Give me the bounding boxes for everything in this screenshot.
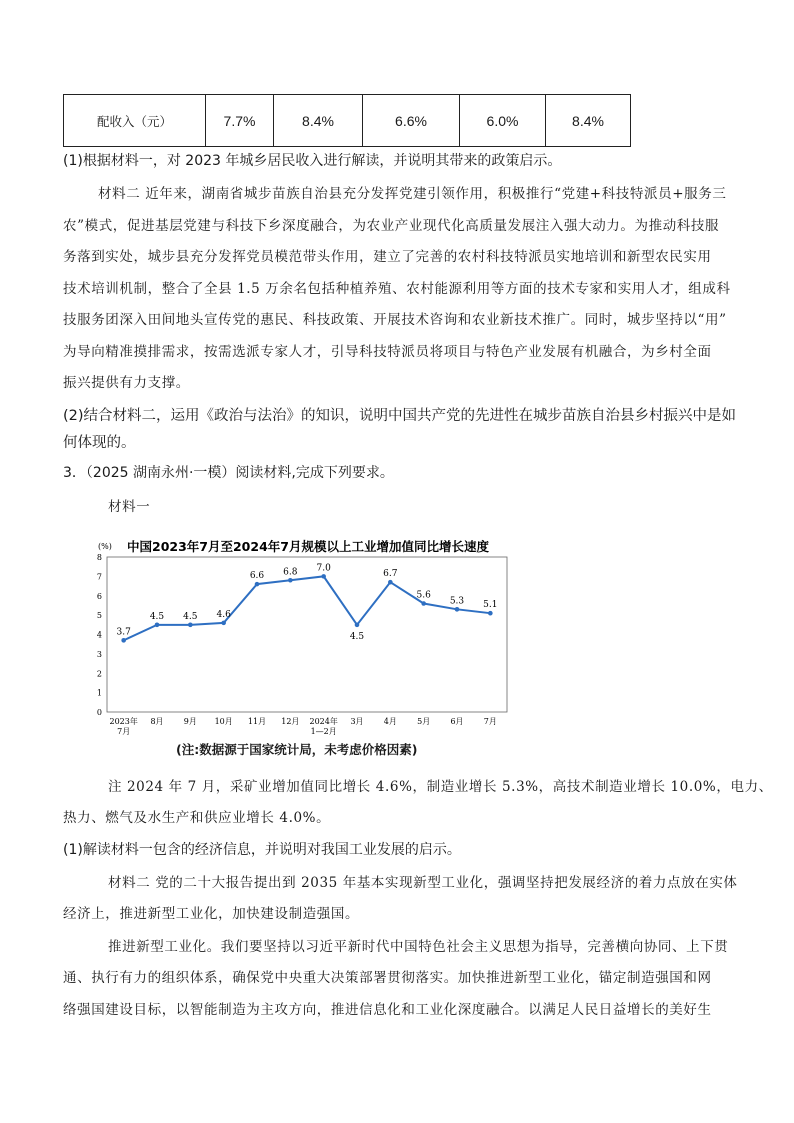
- data-point: [288, 578, 293, 583]
- data-label: 4.6: [216, 609, 231, 620]
- x-tick-label: 1—2月: [310, 727, 337, 736]
- data-point: [221, 621, 226, 626]
- data-point: [455, 607, 460, 612]
- data-point: [155, 623, 160, 628]
- series-line: [124, 576, 491, 640]
- chart-svg: [90, 536, 520, 766]
- material-2-line: 技服务团深入田间地头宣传党的惠民、科技政策、开展技术咨询和农业新技术推广。同时，城步坚持以“用”: [63, 312, 727, 328]
- material-2-line: 务落到实处，城步县充分发挥党员模范带头作用，建立了完善的农村科技特派员实地培训和新型农民实用: [63, 249, 712, 265]
- y-tick-label: 2: [96, 669, 102, 679]
- material-2-line: 为导向精准摸排需求，按需选派专家人才，引导科技特派员将项目与特色产业发展有机融合，为乡村全面: [63, 344, 712, 360]
- chart-note: (注:数据源于国家统计局，未考虑价格因素): [176, 742, 418, 757]
- x-tick-label: 7月: [117, 727, 131, 736]
- x-tick-label: 11月: [247, 717, 267, 726]
- material-2-line: 技术培训机制，整合了全县 1.5 万余名包括种植养殖、农村能源利用等方面的技术专家和实用人才，组成科: [63, 281, 731, 297]
- x-tick-label: 4月: [383, 717, 397, 726]
- x-tick-label: 10月: [214, 717, 233, 726]
- table-cell: 8.4%: [274, 95, 363, 147]
- table-row: [64, 95, 631, 147]
- x-tick-label: 6月: [450, 717, 464, 726]
- y-tick-label: 0: [96, 708, 102, 717]
- x-tick-label: 5月: [417, 717, 431, 726]
- data-point: [255, 582, 260, 587]
- material-2b-line: 材料二 党的二十大报告提出到 2035 年基本实现新型工业化，强调坚持把发展经济的着力点放在实体: [108, 875, 738, 891]
- x-tick-label: 2024年: [309, 717, 338, 726]
- note-line: 注 2024 年 7 月，采矿业增加值同比增长 4.6%，制造业增长 5.3%，高技术制造业增长 10.0%，电力、: [108, 779, 773, 795]
- y-tick-label: 4: [96, 630, 102, 640]
- x-tick-label: 8月: [150, 717, 164, 726]
- data-label: 6.8: [283, 567, 298, 578]
- data-point: [388, 580, 393, 585]
- paragraph-line: 推进新型工业化。我们要坚持以习近平新时代中国特色社会主义思想为指导，完善横向协同、上下贯: [108, 939, 729, 955]
- data-label: 5.1: [483, 600, 498, 611]
- data-label: 4.5: [349, 631, 365, 642]
- table-row-label: 配收入（元）: [64, 95, 206, 147]
- material-1-label: 材料一: [108, 499, 151, 515]
- data-label: 6.6: [249, 571, 265, 582]
- table-cell: 6.6%: [363, 95, 460, 147]
- chart-ylabel: (%): [98, 542, 112, 551]
- material-2-line: 材料二 近年来，湖南省城步苗族自治县充分发挥党建引领作用，积极推行“党建+科技特派员+服务三: [98, 186, 727, 202]
- note-line: 热力、燃气及水生产和供应业增长 4.0%。: [63, 810, 331, 826]
- x-tick-label: 3月: [350, 717, 364, 726]
- data-label: 6.7: [383, 569, 398, 580]
- table-cell: 8.4%: [546, 95, 631, 147]
- growth-line-chart: [90, 536, 520, 766]
- paragraph-line: 络强国建设目标，以智能制造为主攻方向，推进信息化和工业化深度融合。以满足人民日益增长的美好生: [63, 1002, 712, 1018]
- y-tick-label: 3: [96, 649, 102, 659]
- x-tick-label: 12月: [281, 717, 300, 726]
- question-2-1: (1)根据材料一，对 2023 年城乡居民收入进行解读，并说明其带来的政策启示。: [63, 153, 562, 169]
- income-table: [63, 94, 631, 147]
- data-point: [355, 623, 360, 628]
- question-3-title: 3．（2025 湖南永州·一模）阅读材料,完成下列要求。: [63, 465, 394, 481]
- y-tick-label: 6: [96, 591, 102, 601]
- question-2-2: (2)结合材料二，运用《政治与法治》的知识，说明中国共产党的先进性在城步苗族自治县乡村振兴中是如: [63, 408, 737, 424]
- y-tick-label: 5: [96, 611, 102, 621]
- material-2-line: 振兴提供有力支撑。: [63, 375, 190, 391]
- x-tick-label: 7月: [483, 717, 497, 726]
- y-tick-label: 7: [96, 572, 102, 582]
- data-point: [188, 623, 193, 628]
- data-label: 7.0: [316, 563, 331, 574]
- data-label: 3.7: [116, 627, 131, 638]
- plot-frame: [107, 557, 507, 712]
- material-2-line: 农”模式，促进基层党建与科技下乡深度融合，为农业产业现代化高质量发展注入强大动力。为推动科技服: [63, 218, 720, 234]
- data-point: [121, 638, 126, 643]
- data-label: 4.5: [149, 611, 165, 622]
- data-label: 5.3: [449, 596, 465, 607]
- data-label: 5.6: [416, 590, 431, 601]
- table-cell: 6.0%: [460, 95, 546, 147]
- x-tick-label: 9月: [183, 717, 197, 726]
- paragraph-line: 通、执行有力的组织体系，确保党中央重大决策部署贯彻落实。加快推进新型工业化，锚定制造强国和网: [63, 970, 712, 986]
- data-point: [421, 601, 426, 606]
- data-label: 4.5: [183, 611, 198, 622]
- question-2-2-cont: 何体现的。: [63, 435, 136, 451]
- y-tick-label: 8: [96, 553, 102, 562]
- chart-title: 中国2023年7月至2024年7月规模以上工业增加值同比增长速度: [127, 539, 489, 554]
- x-tick-label: 2023年: [109, 717, 138, 726]
- y-tick-label: 1: [96, 688, 102, 698]
- data-point: [488, 611, 493, 616]
- material-2b-line: 经济上，推进新型工业化，加快建设制造强国。: [63, 906, 360, 922]
- table-cell: 7.7%: [206, 95, 274, 147]
- data-point: [321, 574, 326, 579]
- question-3-1: (1)解读材料一包含的经济信息，并说明对我国工业发展的启示。: [63, 842, 461, 858]
